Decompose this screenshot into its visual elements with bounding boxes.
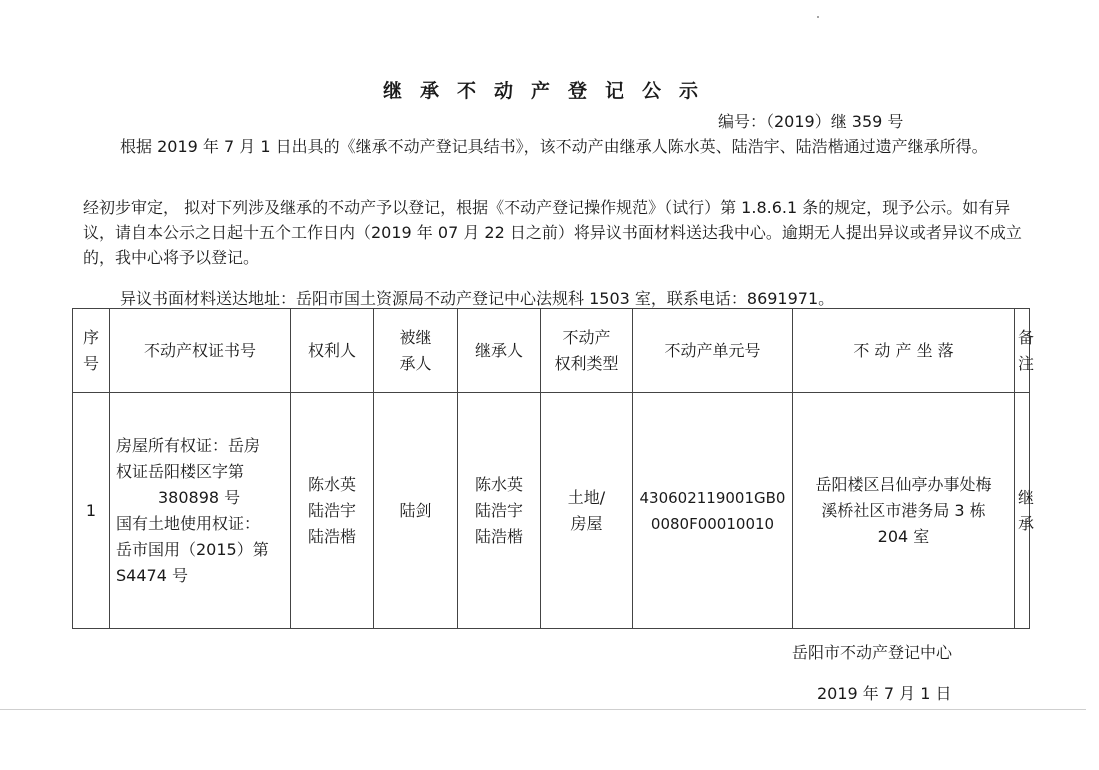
document-number: 编号：（2019）继 359 号: [718, 112, 904, 131]
cell-location: 岳阳楼区吕仙亭办事处梅 溪桥社区市港务局 3 栋 204 室: [793, 393, 1015, 629]
header-heir: 继承人: [458, 309, 541, 393]
paragraph-address: 异议书面材料送达地址：岳阳市国土资源局不动产登记中心法规科 1503 室，联系电话：8691971。: [120, 289, 835, 308]
cell-right-type: 土地/ 房屋: [541, 393, 633, 629]
header-seq: 序 号: [73, 309, 110, 393]
cell-owner: 陈水英 陆浩宇 陆浩楷: [291, 393, 374, 629]
header-note: 备 注: [1015, 309, 1030, 393]
table-header-row: [73, 309, 1030, 393]
cell-cert-number: 房屋所有权证：岳房 权证岳阳楼区字第 380898 号 国有土地使用权证： 岳市国用（2015）第 S4474 号: [110, 393, 291, 629]
header-owner: 权利人: [291, 309, 374, 393]
cell-seq: 1: [73, 393, 110, 629]
paragraph-basis: 根据 2019 年 7 月 1 日出具的《继承不动产登记具结书》，该不动产由继承人陈水英、陆浩宇、陆浩楷通过遗产继承所得。: [120, 137, 988, 156]
cell-note: 继 承: [1015, 393, 1030, 629]
property-table: [72, 308, 1035, 629]
table-row: [73, 393, 1030, 629]
header-cert-number: 不动产权证书号: [110, 309, 291, 393]
paragraph-notice: 经初步审定， 拟对下列涉及继承的不动产予以登记，根据《不动产登记操作规范》（试行）第 1.8.6.1 条的规定，现予公示。如有异议，请自本公示之日起十五个工作日内（2019 年 07 月 22 日之前）将异议书面材料送达我中心。逾期无人提出异议或者异议不成立的，我中心将予以登记。: [83, 198, 1022, 267]
header-decedent: 被继 承人: [374, 309, 458, 393]
issue-date: 2019 年 7 月 1 日: [817, 684, 952, 703]
page-divider: [0, 709, 1086, 710]
issuer-name: 岳阳市不动产登记中心: [792, 643, 953, 662]
scan-speck: [817, 16, 819, 18]
cell-unit-number: 430602119001GB0 0080F00010010: [633, 393, 793, 629]
header-right-type: 不动产 权利类型: [541, 309, 633, 393]
header-location: 不 动 产 坐 落: [793, 309, 1015, 393]
page-title: 继承不动产登记公示: [382, 80, 716, 102]
header-unit-number: 不动产单元号: [633, 309, 793, 393]
cell-decedent: 陆剑: [374, 393, 458, 629]
cell-heir: 陈水英 陆浩宇 陆浩楷: [458, 393, 541, 629]
